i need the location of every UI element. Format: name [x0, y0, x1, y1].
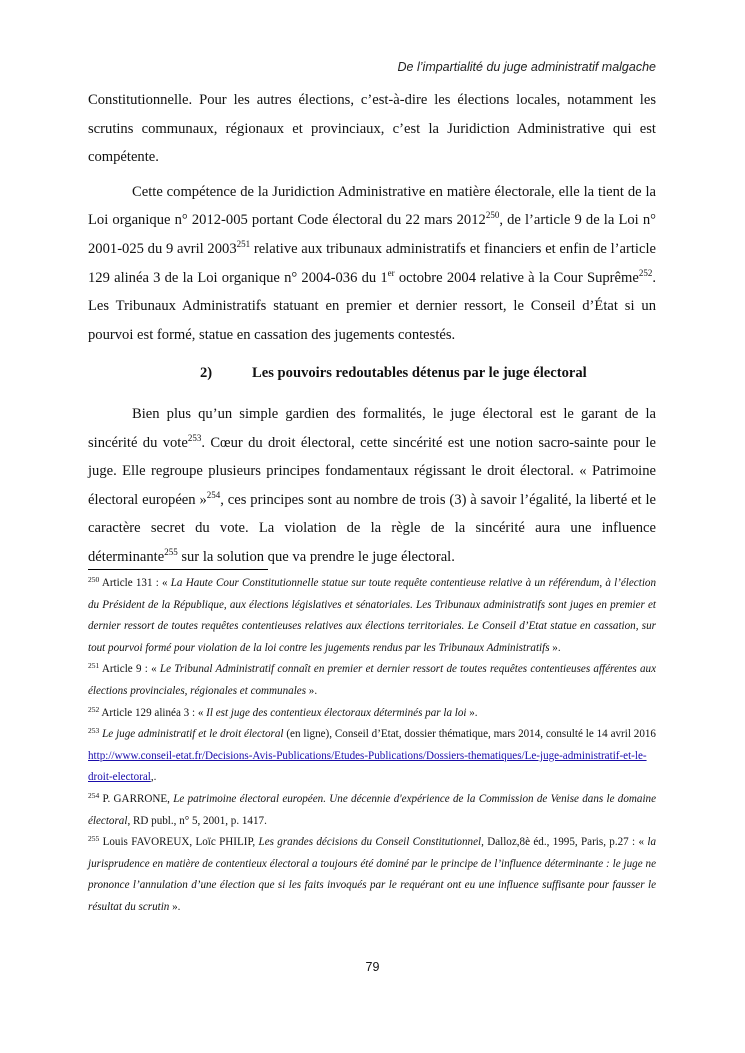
footnote: [88, 659, 656, 702]
footnote-number: 251: [88, 661, 100, 671]
paragraph: [88, 400, 656, 572]
body-text: [88, 86, 656, 578]
url-link[interactable]: http://www.conseil-etat.fr/Decisions-Avis-Publications/Etudes-Publications/Dossiers-thematiques/Le-juge-administratif-et-le-droit-electoral: [88, 749, 647, 784]
footnote: [88, 703, 656, 725]
text-run: octobre 2004 relative à la Cour Suprême: [394, 269, 639, 286]
text-run: Dalloz,8è éd., 1995, Paris, p.27 : «: [483, 836, 648, 849]
text-run: ».: [169, 900, 181, 913]
footnote-number: 253: [88, 726, 100, 736]
text-run: , RD publ., n° 5, 2001, p. 1417.: [127, 814, 267, 827]
text-run: Cette compétence de la Juridiction Administrative en matière électorale, elle la tient de la Loi organique n° 2012-005 portant Code électoral du 22 mars 2012: [88, 183, 656, 229]
footnote-ref[interactable]: 254: [206, 489, 221, 500]
footnote: [88, 789, 656, 832]
text-run: ».: [466, 706, 478, 719]
italic-text: Il est juge des contentieux électoraux déterminés par la loi: [206, 706, 467, 719]
text-run: (en ligne), Conseil d’Etat, dossier thématique, mars 2014, consulté le 14 avril 2016: [283, 728, 656, 741]
text-run: relative aux tribunaux administratifs et financiers et enfin de l’article 129 alinéa 3 de la Loi organique n° 2004-036 du 1: [88, 240, 656, 286]
text-run: , de l’article 9 de la Loi n° 2001-025 du 9 avril 2003: [88, 212, 656, 257]
text-run: ».: [306, 684, 318, 697]
footnote-ref[interactable]: 251: [236, 238, 251, 249]
footnotes: [88, 573, 656, 919]
text-run: . Cœur du droit électoral, cette sincérité est une notion sacro-sainte pour le juge. Elle regroupe plusieurs principes fondamentaux régissant le droit électoral. « Patrimoine électoral européen »: [88, 434, 656, 508]
footnote: [88, 832, 656, 918]
text-run: Article 129 alinéa 3 : «: [99, 706, 207, 719]
text-run: Article 9 : «: [99, 663, 160, 676]
footnote-separator: [88, 569, 268, 570]
section-heading: [88, 359, 656, 388]
text-run: , ces principes sont au nombre de trois (3) à savoir l’égalité, la liberté et le caractère secret du vote. La violation de la règle de la sincérité aura une influence déterminante: [88, 491, 657, 565]
footnote-number: 255: [88, 834, 100, 844]
italic-text: la jurisprudence en matière de contentieux électoral a toujours été dominé par le principe de l’influence déterminante : le juge ne prononce l’annulation d’une élection que si les faits invoqués par le requérant ont eu une influence suffisante pour fausser le résultat du scrutin: [88, 836, 656, 913]
text-run: P. GARRONE,: [99, 792, 174, 805]
footnote-number: 252: [88, 704, 100, 714]
paragraph: [88, 86, 656, 172]
footnote-ref[interactable]: 253: [187, 432, 202, 443]
text-run: ,.: [150, 771, 157, 784]
text-run: Louis FAVOREUX, Loïc PHILIP,: [99, 836, 259, 849]
italic-text: Le Tribunal Administratif connaît en premier et dernier ressort de toutes requêtes contentieuses afférentes aux élections provinciales, régionales et communales: [88, 663, 657, 697]
italic-text: La Haute Cour Constitutionnelle statue sur toute requête contentieuse relative à un référendum, à l’élection du Président de la République, aux élections législatives et sénatoriales. Les Tribunaux administratifs sont juges en premier et dernier ressort de toutes requêtes contentieuses relatives aux élections territoriales. Le Conseil d’Etat statue en cassation, sur tout pourvoi formé pour violation de la loi contre les jugements rendus par les Tribunaux Administratifs: [88, 577, 656, 654]
footnote-number: 250: [88, 575, 100, 584]
italic-text: Le juge administratif et le droit électoral: [102, 728, 284, 741]
footnote: [88, 573, 656, 659]
footnote-number: 254: [88, 790, 100, 800]
page-number: 79: [365, 960, 380, 974]
text-run: sur la solution que va prendre le juge électoral.: [177, 548, 455, 565]
footnote-ref[interactable]: er: [387, 267, 395, 278]
italic-text: Le patrimoine électoral européen. Une décennie d'expérience de la Commission de Venise dans le domaine électoral: [88, 792, 656, 827]
text-run: Constitutionnelle. Pour les autres élections, c’est-à-dire les élections locales, notamment les scrutins communaux, régionaux et provinciaux, c’est la Juridiction Administrative qui est compétente.: [88, 92, 656, 166]
footnote-ref[interactable]: 250: [485, 210, 500, 221]
text-run: Bien plus qu’un simple gardien des formalités, le juge électoral est le garant de la sincérité du vote: [88, 405, 656, 451]
text-run: Article 131 : «: [99, 577, 171, 589]
italic-text: Les grandes décisions du Conseil Constitutionnel,: [258, 836, 484, 849]
paragraph: [88, 178, 656, 350]
heading-title: Les pouvoirs redoutables détenus par le juge électoral: [252, 365, 587, 382]
running-header: De l’impartialité du juge administratif malgache: [397, 60, 656, 74]
text-run: ».: [549, 641, 561, 654]
footnote-ref[interactable]: 255: [164, 546, 178, 557]
footnote-ref[interactable]: 252: [638, 267, 653, 278]
text-run: . Les Tribunaux Administratifs statuant en premier et dernier ressort, le Conseil d’État si un pourvoi est formé, statue en cassation des jugements contestés.: [88, 269, 657, 343]
heading-number: 2): [200, 365, 213, 382]
footnote: [88, 724, 656, 789]
